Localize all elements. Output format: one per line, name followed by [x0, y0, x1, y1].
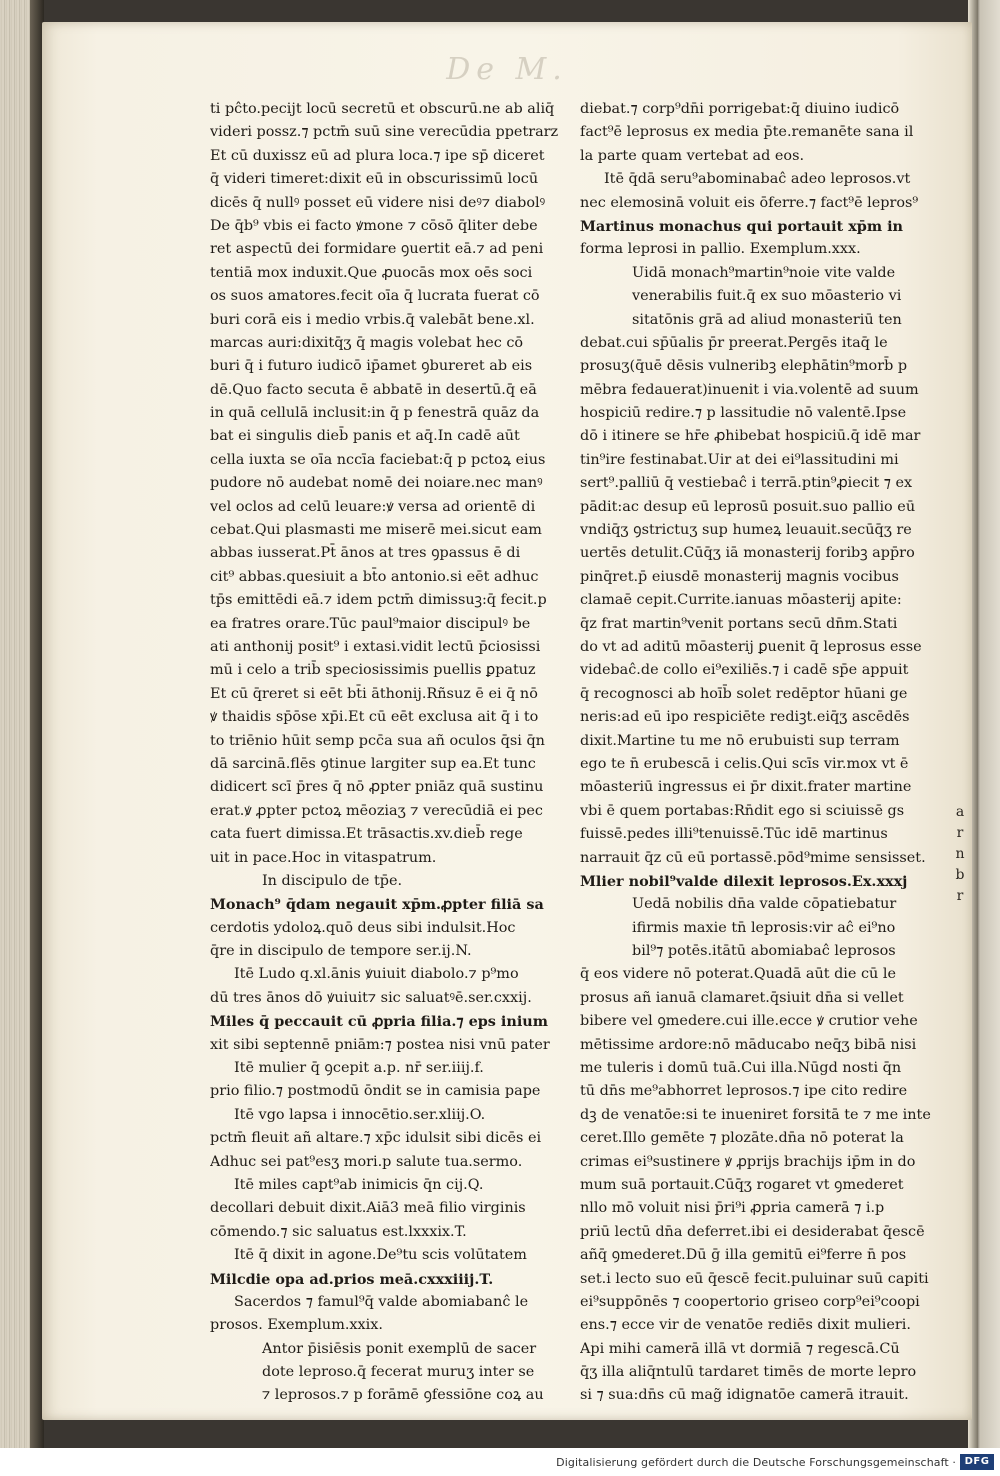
text-line: abbas iusserat.Pt̄ ānos at tres ꝯpassus ē di [210, 545, 521, 562]
text-line: buri q̄ i futuro iudicō ip̄amet ꝯbureret ab eis [210, 358, 533, 375]
text-line: In discipulo de tp̄e. [262, 872, 403, 889]
text-line: uertēs detulit.Cūq̄ʒ iā monasterij foribꝫ app̄ro [580, 545, 915, 562]
text-line: pctm̄ fleuit añ altare.⁊ xp̄c idulsit sibi dicēs ei [210, 1130, 542, 1147]
text-line: q̄re in discipulo de tempore ser.ij.N. [210, 943, 472, 960]
text-line: to triēnio hūit semp pcc̄a sua añ oculos q̄si q̄n [210, 732, 545, 749]
text-line: clamaē cepit.Currite.ianuas mōasterij apite: [580, 592, 902, 609]
text-line: prosos. Exemplum.xxix. [210, 1317, 383, 1334]
text-line: bibere vel ꝯmedere.cui ille.ecce ꝟ crutior vehe [580, 1013, 918, 1030]
text-line: mōasteriū ingressus ei p̄r dixit.frater martine [580, 779, 912, 796]
text-line: cōmendo.⁊ sic saluatus est.lxxxix.T. [210, 1223, 467, 1240]
text-line: Adhuc sei pat⁹esʒ mori.p salute tua.sermo. [210, 1153, 523, 1170]
margin-fragment: a [955, 804, 965, 820]
text-line: cata fuert dimissa.Et trāsactis.xv.dieb̄ rege [210, 826, 523, 843]
text-line: Sacerdos ⁊ famul⁹q̄ valde abomiabanĉ le [234, 1293, 529, 1310]
text-line: dicēs q̄ nullꝰ posset eū videre nisi deꝰ⁊ diabolꝰ [210, 194, 546, 211]
text-line: la parte quam vertebat ad eos. [580, 147, 805, 164]
text-line: q̄ videri timeret:dixit eū in obscurissimū locū [210, 171, 539, 188]
text-line: De q̄b⁹ vbis ei facto ꝟmone ⁊ cōsō q̄liter debe [210, 217, 538, 234]
text-line: ifirmis maxie tn̄ leprosis:vir aĉ ei⁹no [632, 919, 896, 936]
text-line: mēbra fedauerat)inuenit i via.volentē ad suum [580, 381, 919, 398]
footer-bar [0, 1448, 1000, 1476]
text-line: venerabilis fuit.q̄ ex suo mōasterio vi [632, 288, 902, 305]
text-line: Martinus monachus qui portauit xp̄m in [580, 217, 904, 235]
text-line: in quā cellulā inclusit:in q̄ p fenestrā quāz da [210, 405, 540, 422]
funding-notice: Digitalisierung gefördert durch die Deutsche Forschungsgemeinschaft · [556, 1456, 956, 1469]
margin-fragment: r [956, 825, 964, 841]
text-line: prosuʒ(q̄uē dēsis vulneribꝫ elephātin⁹morb̄ p [580, 358, 908, 375]
text-line: me tuleris i domū tuā.Cui illa.Nūgd nosti q̄n [580, 1060, 902, 1077]
text-line: erat.ꝟ ꝓpter pctoꝝ mēoziaʒ ⁊ verecūdiā ei pec [210, 802, 543, 819]
text-line: Milcdie opa ad.prios meā.cxxxiiij.T. [210, 1270, 494, 1288]
text-line: dō i itinere se hr̄e ꝓhibebat hospiciū.q̄ idē mar [580, 428, 921, 445]
text-line: sitatōnis grā ad aliud monasteriū ten [632, 311, 902, 328]
book-page [42, 22, 972, 1420]
text-line: dā sarcinā.flēs ꝯtinue largiter sup ea.Et tunc [210, 755, 536, 772]
text-line: crimas ei⁹sustinere ꝟ ꝓprijs brachijs ip̄m in do [580, 1153, 916, 1170]
text-line: mū i celo a trib̄ speciosissimis puellis ꝑpatuz [210, 662, 536, 679]
text-line: nec elemosinā voluit eis ōferre.⁊ fact⁹ē lepros⁹ [580, 194, 919, 211]
text-line: Uedā nobilis dn̄a valde cōpatiebatur [632, 896, 897, 913]
margin-fragment: b [955, 867, 965, 883]
left-text-column [210, 98, 598, 1408]
text-line: q̄ eos videre nō poterat.Quadā aūt die cū le [580, 966, 896, 983]
text-line: ꝟ thaidis sp̄ōse xp̄i.Et cū eēt exclusa ait q̄ i to [210, 709, 539, 726]
text-line: Antor p̄isiēsis ponit exemplū de sacer [262, 1340, 537, 1357]
text-line: decollari debuit dixit.Aiā3 meā filio virginis [210, 1200, 526, 1217]
text-line: mētissime ardore:nō māducabo neq̄ʒ bibā nisi [580, 1036, 917, 1053]
text-line: ati anthonij posit⁹ i extasi.vidit lectū p̄ciosissi [210, 638, 541, 655]
text-line: ceret.Illo gemēte ⁊ plozāte.dn̄a nō poterat la [580, 1130, 904, 1147]
text-line: didicert scī p̄res q̄ nō ꝓpter pniāz quā sustinu [210, 779, 544, 796]
text-line: pinq̄ret.p̄ eiusdē monasterij magnis vocibus [580, 568, 899, 585]
text-line: dote leproso.q̄ fecerat muruʒ inter se [262, 1364, 535, 1381]
text-line: cella iuxta se oīa nccīa faciebat:q̄ p pctoꝝ eius [210, 451, 546, 468]
text-line: Itē Ludo q.xl.ānis ꝟuiuit diabolo.⁊ p⁹mo [234, 966, 519, 983]
text-line: Api mihi camerā illā vt dormiā ⁊ regescā.Cū [580, 1340, 900, 1357]
text-line: prosus añ ianuā clamaret.q̄siuit dn̄a si vellet [580, 989, 904, 1006]
margin-fragment: r [956, 888, 964, 904]
text-line: buri corā eis i medio vrbis.q̄ valebāt bene.xl. [210, 311, 535, 328]
text-line: dē.Quo facto secuta ē abbatē in desertū.q̄ eā [210, 381, 537, 398]
text-line: ti pĉto.pecijt locū secretū et obscurū.ne ab aliq̄ [210, 101, 555, 117]
text-line: vbi ē quem portabas:Rn̄dit ego si sciuissē gs [580, 802, 905, 819]
text-line: Itē q̄ dixit in agone.De⁹tu scis volūtatem [234, 1247, 527, 1264]
text-line: ea fratres orare.Tūc paul⁹maior discipulꝰ be [210, 615, 531, 632]
running-header: De M. [446, 52, 568, 87]
text-line: diebat.⁊ corp⁹dn̄i porrigebat:q̄ diuino iudicō [580, 101, 900, 117]
text-line: mum suā portauit.Cūq̄ʒ rogaret vt ꝯmederet [580, 1176, 904, 1193]
text-line: q̄z frat martin⁹venit portans secū dn̄m.Stati [580, 615, 898, 632]
text-line: marcas auri:dixitq̄ʒ q̄ magis volebat hec cō [210, 334, 524, 351]
text-line: xit sibi septennē pniām:⁊ postea nisi vnū pater [210, 1036, 550, 1053]
text-line: priū lectū dn̄a deferret.ibi ei desiderabat q̄escē [580, 1223, 925, 1240]
text-line: neris:ad eū ipo respiciēte rediꝫt.eiq̄ʒ ascēdēs [580, 709, 910, 726]
margin-fragment: n [955, 846, 965, 862]
facing-page-fragments [948, 802, 972, 907]
text-line: q̄ʒ illa aliq̄ntulū tardaret timēs de morte lepro [580, 1364, 917, 1381]
text-line: os suos amatores.fecit oīa q̄ lucrata fuerat cō [210, 288, 540, 305]
text-line: q̄ recognosci ab hoīb̄ solet redēptor hūani ge [580, 685, 908, 702]
text-line: Monach⁹ q̄dam negauit xp̄m.ꝓpter filiā sa [210, 896, 544, 914]
text-line: debat.cui sp̄ūalis p̄r preerat.Pergēs itaq̄ le [580, 334, 888, 351]
text-line: hospiciū redire.⁊ p lassitudie nō valentē.Ipse [580, 405, 907, 422]
text-line: Itē vgo lapsa i innocētio.ser.xliij.O. [234, 1106, 486, 1123]
dfg-logo: DFG [960, 1454, 994, 1470]
text-line: tū dn̄s me⁹abhorret leprosos.⁊ ipe cito redire [580, 1083, 908, 1100]
text-line: do vt ad aditū mōasterij ꝑuenit q̄ leprosus esse [580, 638, 922, 655]
text-line: añq̄ ꝯmederet.Dū ḡ illa gemitū ei⁹ferre n̄ pos [580, 1247, 907, 1264]
right-text-column [580, 98, 960, 1408]
text-line: tentiā mox induxit.Que ꝓuocās mox oēs soci [210, 264, 533, 281]
text-line: videri possz.⁊ pctm̄ suū sine verecūdia ppetrarz [210, 124, 559, 141]
text-line: sert⁹.palliū q̄ vestiebaĉ i terrā.ptin⁹ꝓiecit ⁊ ex [580, 475, 913, 492]
text-line: cit⁹ abbas.quesiuit a bt̄o antonio.si eēt adhuc [210, 568, 539, 585]
text-line: si ⁊ sua:dn̄s cū mag̃ idignatōe camerā itrauit. [580, 1387, 909, 1404]
text-line: ego te n̄ erubescā i celis.Qui scīs vir.mox vt ē [580, 755, 909, 772]
text-line: uit in pace.Hoc in vitaspatrum. [210, 849, 437, 866]
text-line: tin⁹ire festinabat.Uir at dei ei⁹lassitudini mi [580, 451, 899, 468]
text-line: videbaĉ.de collo ei⁹exiliēs.⁊ i cadē sp̄e appuit [580, 662, 909, 679]
text-line: Itē q̄dā seru⁹abominabaĉ adeo leprosos.vt [604, 171, 911, 188]
text-line: Et cū q̄reret si eēt bt̄i āthonij.Rñsuz ē ei q̄ nō [210, 685, 538, 702]
text-line: Uidā monach⁹martin⁹noie vite valde [632, 264, 896, 281]
text-line: Et cū duxissz eū ad plura loca.⁊ ipe sp̄ diceret [210, 147, 545, 164]
text-line: ⁊ leprosos.⁊ p forāmē ꝯfessiōne coꝝ au [262, 1387, 544, 1404]
text-line: tp̄s emittēdi eā.⁊ idem pctm̄ dimissuꝫ:q̄ fecit.p [210, 592, 547, 609]
text-line: Itē miles capt⁹ab inimicis q̄n cij.Q. [234, 1176, 484, 1193]
text-line: vndiq̄ʒ ꝯstrictuʒ sup humeꝝ leuauit.secūq̄ʒ re [580, 522, 912, 539]
text-line: ret aspectū dei formidare ꝯuertit eā.⁊ ad peni [210, 241, 544, 258]
text-line: forma leprosi in pallio. Exemplum.xxx. [580, 241, 861, 258]
text-line: pādit:ac desup eū leprosū posuit.suo pallio eū [580, 498, 916, 515]
text-line: fact⁹ē leprosus ex media p̄te.remanēte sana il [580, 124, 914, 141]
text-line: bil⁹⁊ potēs.itātū abomiabaĉ leprosos [632, 943, 896, 960]
text-line: set.i lecto suo eū q̄escē fecit.puluinar suū capiti [580, 1270, 929, 1287]
text-line: fuissē.pedes illi⁹tenuissē.Tūc idē martinus [580, 826, 888, 843]
text-line: dū tres ānos dō ꝟuiuit⁊ sic saluatꝰē.ser.cxxij. [210, 989, 532, 1006]
text-line: cebat.Qui plasmasti me miserē mei.sicut eam [210, 522, 542, 539]
text-line: narrauit q̄z cū eū portassē.pōd⁹mime sensisset. [580, 849, 926, 866]
text-line: Itē mulier q̄ ꝯcepit a.p. nr̄ ser.iiij.f. [234, 1060, 484, 1077]
text-line: nllo mō voluit nisi p̄ri⁹i ꝓpria camerā ⁊ i.p [580, 1200, 885, 1217]
text-line: prio filio.⁊ postmodū ōndit se in camisia pape [210, 1083, 541, 1100]
text-line: dꝫ de venatōe:si te inueniret forsitā te ⁊ me inte [580, 1106, 931, 1123]
text-line: Miles q̄ peccauit cū ꝓpria filia.⁊ eps inium [210, 1013, 548, 1031]
text-line: dixit.Martine tu me nō erubuisti sup terram [580, 732, 900, 749]
text-line: ei⁹suppōnēs ⁊ coopertorio griseo corp⁹ei⁹coopi [580, 1293, 920, 1310]
text-line: cerdotis ydoloꝝ.quō deus sibi indulsit.Hoc [210, 919, 516, 936]
text-line: pudore nō audebat nomē dei noiare.nec manꝰ [210, 475, 543, 492]
text-line: bat ei singulis dieb̄ panis et aq̄.In cadē aūt [210, 428, 520, 445]
text-line: Mlier nobil⁹valde dilexit leprosos.Ex.xxxj [580, 872, 908, 890]
text-line: ens.⁊ ecce vir de venatōe rediēs dixit mulieri. [580, 1317, 911, 1334]
text-line: vel oclos ad celū leuare:ꝟ versa ad orientē di [210, 498, 536, 515]
